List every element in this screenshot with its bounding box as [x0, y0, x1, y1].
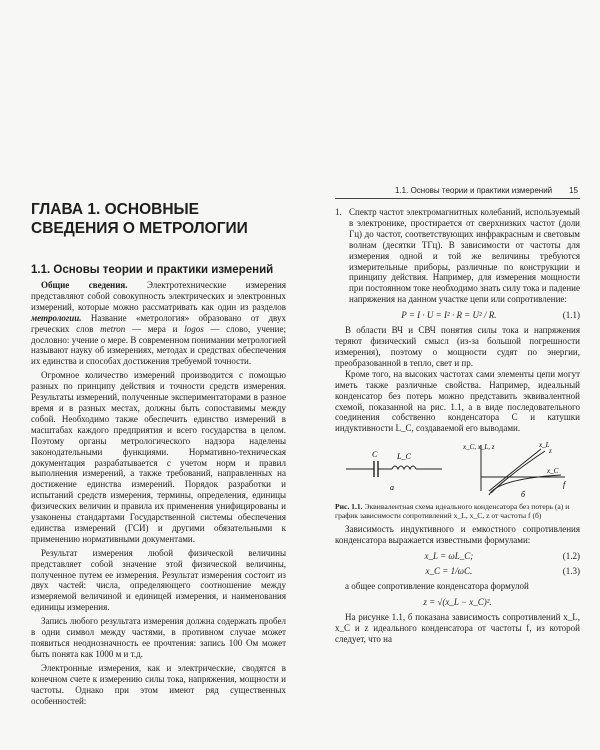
text-fragment: — слово, учение; дословно: учение о мере. В современном понимании метрологией называют науку об измерениях, методах и средствах обеспечения их единства и способах достижения требуемой точности. — [31, 323, 286, 367]
text-fragment: Название «метрология» образовано от двух греческих слов — [31, 312, 286, 334]
paragraph-figure-reference: На рисунке 1.1, б показана зависимость сопротивлений x_L, x_C и z идеального конденсатора от частоты f, из которой следует, что на — [335, 611, 580, 644]
paragraph-electronic-measurements: Электронные измерения, как и электрические, сводятся в конечном счете к измерению силы тока, напряжения, мощности и частоты. Однако при этом имеют ряд существенных особенностей: — [31, 662, 286, 706]
numbered-item — [335, 207, 580, 305]
item-number: 1. — [335, 207, 342, 217]
label-panel-b: б — [521, 490, 526, 500]
formula-expression: x_L = ωL_C; — [424, 551, 474, 562]
term-logos: logos — [184, 323, 204, 334]
label-inductance: L_C — [396, 452, 411, 462]
formula-expression: x_C = 1/ωC. — [425, 566, 473, 577]
paragraph-measurement-unity: Огромное количество измерений производится с помощью разных по принципу действия и точности средств измерения. Результаты измерений, полученные экспериментаторами в разное время и в разных местах, должны быть сопоставимы между собой. Необходимо также обеспечить единство измерений в масштабах каждого предприятия и всего государства в целом. Поэтому органы метрологического надзора наделены законодательными функциями. Нормативно-техническая документация разрабатывается с учетом норм и правил выполнения измерений, а также требований, направленных на достижение единства измерений. Порядок разработки и испытаний средств измерения, термины, определения, единицы физических величин и правила их применения унифицированы и узаконены стандартами Государственной системы обеспечения единства измерений (ГСИ) и другими обязательными к применению нормативными документами. — [31, 370, 286, 544]
term-metrology: метрологии. — [31, 312, 82, 323]
curve-label-z: z — [549, 447, 552, 456]
term-metron: metron — [100, 323, 126, 334]
formula-1-3 — [335, 566, 580, 576]
paragraph-circuit-elements: Кроме того, на высоких частотах сами элементы цепи могут иметь также различные свойства. Например, идеальный конденсатор без потерь можно представить эквивалентной схемой, показанной на рис. 1.1, а в виде последовательного соединения собственно конденсатора C и катушки индуктивности L_C, создаваемой его выводами. — [335, 368, 580, 434]
paragraph-general-info — [31, 280, 286, 367]
right-page — [300, 0, 600, 750]
caption-text: Эквивалентная схема идеального конденсатора без потерь (а) и график зависимости сопротивлений x_L, x_C, z от частоты f (б) — [335, 502, 570, 521]
paragraph-result-notation: Запись любого результата измерения должна содержать пробел в одни символ между частями, в противном случае может появиться неоднозначность ее прочтения: запись 100 Ом может быть понята как 1000 м и т.д. — [31, 616, 286, 659]
formula-number: (1.3) — [562, 566, 580, 577]
curve-label-xl: x_L — [539, 441, 550, 450]
figure-caption — [335, 502, 580, 520]
paragraph-hf-power: В области ВЧ и СВЧ понятия силы тока и напряжения теряют физический смысл (из-за большой погрешности измерения), поэтому о мощности судят по энергии, преобразованной в тепло, свет и пр. — [335, 325, 580, 368]
paragraph-measurement-result: Результат измерения любой физической величины представляет собой значение этой физической величины, полученное путем ее измерения. Результат измерения состоит из двух частей: числа, определяющего соотношение между измеряемой величиной и единицей измерения, и наименования единицы измерения. — [31, 547, 286, 613]
formula-1-2 — [335, 551, 580, 561]
text-fragment: Электротехнические измерения представляют собой совокупность электрических и электронных измерений, которые можно рассматривать как один из разделов — [31, 280, 286, 312]
label-capacitor: C — [371, 450, 378, 460]
page-number: 15 — [569, 186, 578, 195]
formula-impedance — [335, 597, 580, 607]
chapter-title: ГЛАВА 1. ОСНОВНЫЕ СВЕДЕНИЯ О МЕТРОЛОГИИ — [31, 201, 248, 237]
label-panel-a: а — [389, 483, 394, 493]
equivalent-circuit-diagram — [344, 444, 444, 494]
section-title: 1.1. Основы теории и практики измерений — [31, 264, 274, 276]
axis-label-x: f — [563, 480, 566, 490]
figure-1-1 — [335, 438, 580, 500]
caption-lead: Рис. 1.1. — [335, 502, 363, 512]
paragraph-spectrum: Спектр частот электромагнитных колебаний, используемый в электронике, простирается от сверхнизких частот (доли Гц) до частот, соответствующих инфракрасным и световым волнам (десятки ТГц). В зависимости от частоты для измерения одной и той же величины требуются измерительные приборы, различные по конструкции и принципу действия. Например, для измерения мощности при постоянном токе необходимо знать силу тока и падение напряжения на данном участке цепи или сопротивление: — [349, 207, 580, 305]
header-title: 1.1. Основы теории и практики измерений — [395, 186, 553, 195]
formula-expression: z = √(x_L − x_C)². — [423, 596, 492, 607]
formula-1-1 — [335, 310, 580, 320]
impedance-frequency-graph — [461, 439, 571, 499]
curve-label-xc: x_C — [547, 467, 559, 476]
formula-number: (1.2) — [562, 551, 580, 562]
running-header — [335, 186, 580, 199]
paragraph-lead: Общие сведения. — [41, 280, 128, 290]
formula-expression: P = I · U = I² · R = U² / R. — [401, 310, 497, 321]
text-fragment: — мера и — [132, 323, 178, 334]
axis-label-y: x_C, x_L, z — [463, 443, 495, 452]
paragraph-total-impedance: а общее сопротивление конденсатора формулой — [345, 581, 529, 592]
formula-number: (1.1) — [562, 310, 580, 321]
paragraph-reactance: Зависимость индуктивного и емкостного сопротивления конденсатора выражается известными формулами: — [335, 524, 580, 546]
